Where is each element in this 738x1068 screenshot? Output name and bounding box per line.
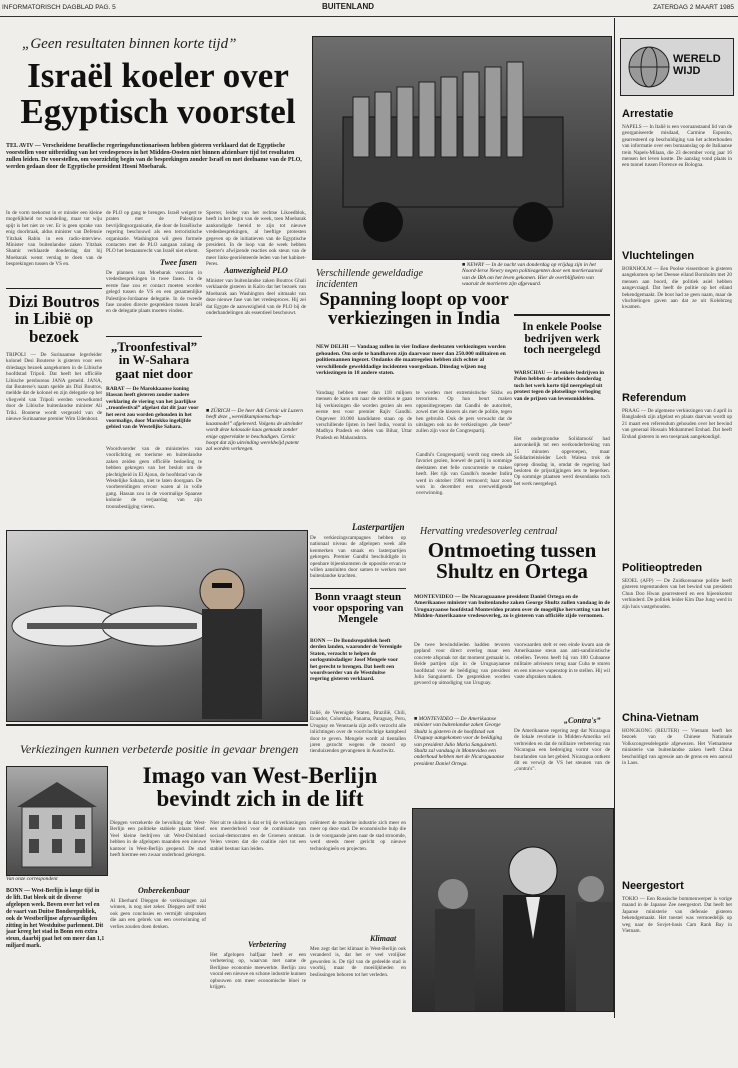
sahara-lead: RABAT — De Marokkaanse koning Hassan heeft gisteren zonder nadere verklaring de viering van het jaarlijkse „troonfestival” afgelast dat dit jaar voor het eerst zou worden gehouden in het voormalige, door Marokko ingelijfde gebied van de Westelijke Sahara. xyxy=(106,386,199,431)
sahara-headline: „Troonfestival” in W-Sahara gaat niet door xyxy=(110,339,198,381)
berlijn-body-4: Het afgelopen halfjaar heeft er een verbetering op, waarvan met name de Berlijnse economie meewerkte. Berlijn zou vooral een nieuwe en schone industrie kunnen opbouwen om meer economische bloei te krijgen. xyxy=(210,952,306,991)
ww-body-vluchtelingen: BORNHOLM — Een Poolse vissersboot is gisteren aangekomen op het Deense eiland Bornholm met 20 mensen aan boord, die politiek asiel hebben aangevraagd. Dat heeft de politie op het eiland bekendgemaakt. De boot had ze geen naam, maar de vluchtelingen gaven aan dat ze uit Kołobrzeg kwamen. xyxy=(622,266,732,311)
mengele-lead: BONN — De Bondsrepubliek heeft derden landen, waaronder de Verenigde Staten, verzocht te helpen de oorlogsmisdadiger Josef Mengele voor het gerecht te brengen. Dat heeft een woordvoerder van de Westduitse regering gisteren verklaard. xyxy=(310,638,402,683)
india-body-3: Gandhi's Congrespartij wordt nog steeds als favoriet gezien, hoewel de partij in sommige deelstaten met felle concurrentie te maken heeft. Het rijk van Gandhi's moeder Indira werd in oktober 1984 vermoord; haar zoon won in december een overweldigende overwinning. xyxy=(416,452,512,497)
nicaragua-body-1: De twee bewindslieden hadden tevoren gepland voor direct overleg maar een concrete afspraak tot dat moment gemaakt is. Beide partijen zijn in de Uruguayaanse hoofdstad voor de beëdiging van president Julio Sanguinetti. De gesprekken worden gevoerd op uitnodiging van Uruguay. xyxy=(414,642,510,687)
india-body-1: Vandaag hebben meer dan 118 miljoen mensen de kans om naar de stembus te gaan bij verkiezingen die worden gezien als een eerste test voor premier Rajiv Gandhi. Ongeveer 10.000 kandidaten staan op de verschillende lijsten in heel India, vooral in Madhya Pradesh en delen van Bihar, Uttar Pradesh en Maharashtra. xyxy=(316,390,412,441)
boutros-body: TRIPOLI — De Surinaamse legerleider kolonel Desi Bouterse is gisteren voor een driedaags bezoek aangekomen in de Libische hoofdstad Tripoli. Dat heeft het officiële Libische persbureau JANA gemeld. JANA, dat Bouterse's naam spelde als Dizi Boutros, meldde dat de kolonel en zijn delegatie op het vliegveld van Tripoli werden verwelkomd door de Libische buitenlandse minister Ali Triki. Bouterse wordt vergezeld van de nieuwe Surinaamse premier Wim Udenhout. xyxy=(6,352,102,423)
israel-sub-twee-fasen: Twee fasen xyxy=(160,258,197,267)
polen-headline: In enkele Poolse bedrijven werk toch neergelegd xyxy=(522,321,602,357)
israel-body-2: de PLO op gang te brengen. Israël weigert te praten met de Palestijnse bevrijdingsorganisatie, die door de Israëlische regering beschouwd als een terroristische organisatie. Washington wil geen formele contacten met de PLO aangaan zolang de PLO het bestaansrecht van Israël niet erkent. xyxy=(106,210,202,255)
montevideo-caption: ■ MONTEVIDEO — De Amerikaanse minister van buitenlandse zaken George Shultz is gisteren in de hoofdstad van Uruguay aangekomen voor de beëdiging van president Julio Maria Sanguinetti. Shultz zal vandaag in Montevideo een onderhoud hebben met de Nicaraguaanse president Daniel Ortega. xyxy=(414,716,505,767)
polen-lead: WARSCHAU — In enkele bedrijven in Polen hebben de arbeiders donderdag toch het werk korte tijd neergelegd uit protest tegen de plotselinge verhoging van de prijzen van levensmiddelen. xyxy=(514,370,604,402)
berlijn-sub-onberekenbaar: Onberekenbaar xyxy=(138,886,190,895)
wereldwijd-logo-text: WERELD WIJD xyxy=(673,53,721,77)
berlijn-rule xyxy=(6,724,308,726)
israel-body-5: Minister van buitenlandse zaken Boutros Ghali verklaarde gisteren in Kaïro dat het bezoek van Moebarak aan Washington deel uitmaakt van deze nieuwe fase van het vredesproces. Hij zei dat Egypte de aanwezigheid van de PLO bij de onderhandelingen als essentieel beschouwt. xyxy=(206,278,306,317)
nicaragua-body-3: De Amerikaanse regering zegt dat Nicaragua de lokale revolutie in Midden-Amerika wil verbreiden en dat de militaire verbetering van Nicaragua een bedreiging vormt voor de buurlanden van het gebied. Nicaragua ontkent dit en verwijt de VS het steunen van de „contra's”. xyxy=(514,728,610,773)
ww-title-referendum: Referendum xyxy=(622,392,687,404)
header-date: ZATERDAG 2 MAART 1985 xyxy=(653,4,734,11)
lasterpartijen-kicker: Lasterpartijen xyxy=(352,522,405,532)
ww-body-china-vietnam: HONGKONG (REUTER) — Vietnam heeft het bezoek van de Chinese Nationale Volkscongresdelegatie afgewezen. Het Vietnamese ministerie van buitenlandse zaken heeft China beschuldigd van agressie aan de grens en een aanval in Laos. xyxy=(622,728,732,767)
building-illustration xyxy=(7,767,107,875)
polen-rule xyxy=(514,314,610,316)
ww-title-china-vietnam: China-Vietnam xyxy=(622,712,699,724)
india-lead: NEW DELHI — Vandaag zullen in vier Indiase deelstaten verkiezingen worden gehouden. Om orde te handhaven zijn daarvoor meer dan 250.000 militairen en politiemannen ingezet. Ondanks die maatregelen hebben zich echter al verschillende gewelddadige incidenten voorgedaan. Dinsdag wijzen nog verkiezingen in 18 andere staten. xyxy=(316,344,506,376)
berlijn-photo xyxy=(6,766,108,876)
ww-title-politieoptreden: Politieoptreden xyxy=(622,562,703,574)
nicaragua-sub-contras: „Contra's” xyxy=(564,716,601,725)
india-headline: Spanning loopt op voor verkiezingen in India xyxy=(319,289,509,330)
berlijn-sub-verbetering: Verbetering xyxy=(248,940,287,949)
ww-body-neergestort: TOKIO — Een Russische bommenwerper is vorige maand in de Japanse Zee neergestort. Dat heeft het Japanse ministerie van defensie gisteren bekendgemaakt. Het toestel was vermoedelijk op weg naar de Sovjet-basis Cam Ranh Bay in Vietnam. xyxy=(622,896,732,935)
israel-headline: Israël koeler over Egyptisch voorstel xyxy=(20,56,296,131)
polen-body: Het ondergrondse Solidarność had aanvankelijk tot een werkonderbreking van 15 minuten opgeroepen, maar Solidariteitsleider Lech Walesa trok de oproep dinsdag in, omdat de regering had besloten de prijsstijgingen iets te beperken. Op sommige plaatsen werd desondanks toch het werk neergelegd. xyxy=(514,436,610,487)
berlijn-sub-klimaat: Klimaat xyxy=(370,934,397,943)
ww-body-politieoptreden: SEOEL (AFP) — De Zuidkoreaanse politie heeft gisteren tegenstanders van het bewind van president Chun Doo Hwan gearresteerd en een bijeenkomst verhinderd. De politiek leider Kim Dae Jung werd in zijn huis vastgehouden. xyxy=(622,578,732,610)
ww-title-arrestatie: Arrestatie xyxy=(622,108,674,120)
sahara-body: Woordvoerder van de ministeries van voorlichting en toerisme en buitenlandse zaken zeiden geen officiële bedoeling te hebben gekregen van het besluit om de plechtigheid in El Ajoun, de hoofdstad van de Westelijke Sahara, niet te laten doorgaan. De voorbereidingen ervoor waren al in volle gang. Hassan zou in de voormalige Spaanse kolonie de verjaardag van zijn troonsbestijging vieren. xyxy=(106,446,202,510)
berlijn-kicker: Verkiezingen kunnen verbeterde positie in gevaar brengen xyxy=(20,742,299,756)
israel-body-3: De plannen van Moebarak voorzien in vredesbesprekingen in twee fasen. In de eerste fase zou er contact moeten worden gelegd tussen de VS en een gezamenlijke Palestijns-Jordaanse delegatie. In de tweede fase zouden directe gesprekken tussen Israël en de delegatie plaats moeten vinden. xyxy=(106,270,202,315)
ww-title-neergestort: Neergestort xyxy=(622,880,684,892)
wereldwijd-logo xyxy=(620,38,734,96)
berlijn-photo-caption: Van onze correspondent xyxy=(6,876,58,882)
ww-body-referendum: PRAAG — De algemene verkiezingen van 4 april in Bangladesh zijn afgelast en plaats daarvan wordt op 21 maart een referendum gehouden over het bewind van generaal Hossain Mohammed Ershad. Dat heeft Ershad gisteren in een toespraak aangekondigd. xyxy=(622,408,732,440)
sidebar-divider xyxy=(614,18,615,1018)
newry-photo xyxy=(312,36,612,260)
india-body-2: te worden met extremistische Sikhs en terroristen. Op hun beurt maken oppositiegroepen dat Gandhi de autoriteit, zowel met de kiezers als met de politie, tegen hen gebruikt. Ook de pers verwacht dat de uitslagen ook na de verkiezingen „de beste” zullen zijn voor de Congrespartij. xyxy=(416,390,512,435)
israel-kicker: „Geen resultaten binnen korte tijd” xyxy=(22,36,237,52)
nicaragua-lead: MONTEVIDEO — De Nicaraguaanse president Daniel Ortega en de Amerikaanse minister van buitenlandse zaken George Shultz zullen vandaag in de Uruguayaanse hoofdstad Montevideo praten over de mogelijke hervatting van het Midden-Amerikaanse vredesoverleg, zo is gisteren van officiële zijde vernomen. xyxy=(414,594,611,620)
page-header xyxy=(0,0,738,17)
zurich-photo xyxy=(6,530,308,722)
ww-title-vluchtelingen: Vluchtelingen xyxy=(622,250,695,262)
berlijn-body-6: Men zegt dat het klimaat in West-Berlijn ook veranderd is, dat het er veel vrolijker geworden is. De tijd van de gedeelde stad is voorbij, maar de moeilijkheden en beslissingen behoren tot het verleden. xyxy=(310,946,406,978)
nicaragua-body-2: voorwaarden stelt er een einde kwam aan de Amerikaanse steun aan anti-sandinistische rebellen. Tevens heeft hij van 100 Cubaanse militaire adviseurs terug naar Cuba te sturen en een nieuwe wapenstop in te stellen. Hij wil vaste afspraken maken. xyxy=(514,642,610,681)
berlijn-body-5: oriënteert de moderne industrie zich meer en meer op deze stad. De economische hulp die in de voorgaande jaren naar de stad stroomde, werd steeds meer gericht op nieuwe technologieën en projecten. xyxy=(310,820,406,852)
header-section: BUITENLAND xyxy=(322,2,374,11)
mengele-body: Italië, de Verenigde Staten, Brazilië, Chili, Ecuador, Colombia, Panama, Paraguay, Peru, Uruguay en Venezuela zijn zelfs verzocht alle inlichtingen over de voortvluchtige kampbeul door te geven. Mengele wordt al tientallen jaren gezocht wegens de moord op tienduizenden gevangenen in Auschwitz. xyxy=(310,710,406,755)
sahara-rule xyxy=(106,336,202,337)
nicaragua-headline: Ontmoeting tussen Shultz en Ortega xyxy=(427,538,597,584)
boutros-headline: Dizi Boutros in Libië op bezoek xyxy=(8,292,100,346)
berlijn-body-3: Niet uit te sluiten is dat er bij de verkiezingen een meerderheid voor de combinatie van sociaal-democraten en de Groenen ontstaat. Velen vrezen dat die coalitie niet tot een stabiel bestuur kan leiden. xyxy=(210,820,306,852)
israel-body-1: In de vorm toekomst in er minder een kleine mogelijkheid tot wandeling, maar tot wiju spijt is het niet zo ver. Er is geen sprake van enig doorbraak, aldus minister van Defensie Yitzhak Rabin in een radio-interview. Minister van buitenlandse zaken Yitzhak Shamir verklaarde donderdag dat hij Moebarak wenst verslag te doen van de besprekingen tussen de VS en. xyxy=(6,210,102,268)
mengele-headline: Bonn vraagt steun voor opsporing van Mengele xyxy=(312,591,404,626)
cheese-illustration xyxy=(7,531,307,721)
israel-body-4: Sperrer, leider van het rechtse Likoedblok, heeft in het begin van de week, toen Moebarak aankondigde bereid te zijn tot nieuwe vredesbesprekingen, al heeftige protesten gegeven op de initiatieven van de Egyptische president. In de loop van de week hebben Sperrer's afwijzende reacties ook steun van de meer links-georiënteerde leden van het kabinet-Peres. xyxy=(206,210,306,268)
lasterpartijen-body: De verkiezingscampagnes hebben op nationaal niveau de afgelopen week alle kenmerken van smaak en lasterpartijen gekregen. Premier Gandhi beschuldigde in openbare bijeenkomsten de oppositie ervan te willen aansluiten door samen te werken met buitenlandse krachten. xyxy=(310,535,406,580)
header-publication: INFORMATORISCH DAGBLAD PAG. 5 xyxy=(2,4,116,11)
shultz-illustration xyxy=(413,809,613,1011)
nicaragua-kicker: Hervatting vredesoverleg centraal xyxy=(420,526,558,537)
israel-sub-aanwezigheid: Aanwezigheid PLO xyxy=(224,266,288,275)
newry-caption: ■ NEWRY — In de nacht van donderdag op vrijdag zijn in het Noord-Ierse Newry negen politieagenten door een mortieraanval van de IRA om het leven gekomen. Hier de overblijfselen van waaruit de mortieren zijn afgevuurd. xyxy=(462,262,603,288)
zurich-caption: ■ ZÜRICH — De heer Adi Cernic uit Luzern heeft deze „wereldkampioenschap-kaasmodel” afgeleverd. Volgens de uitvinder wordt deze kolossale kaas gemaakt zonder enige oppervlakte te beschadigen. Cernic hoopt dat zijn uitvinding wereldwijd patent zal worden verkregen. xyxy=(206,408,303,453)
boutros-rule xyxy=(6,288,102,289)
mengele-rule xyxy=(310,588,406,589)
mortar-truck-illustration xyxy=(313,37,611,259)
berlijn-headline: Imago van West-Berlijn bevindt zich in de lift xyxy=(142,763,378,812)
israel-lead: TEL AVIV — Verscheidene Israëlische regeringsfunctionarissen hebben gisteren verklaard dat de Egyptische voorstellen voor uitbreiding van het vredesproces in het Midden-Oosten niet binnen afzienbare tijd tot resultaten zullen leiden. De voorstellen, om voorzichtig begin van de besprekingen zonder Israël en met deelname van de PLO, werden gedaan door de Egyptische president Hosni Moebarak. xyxy=(6,143,302,170)
berlijn-lead: BONN — West-Berlijn is lange tijd in de lift. Dat bleek uit de diverse afgelopen week. Boven over het vel en de vaart van Duitse Bondsrepubliek, ook de Westberlijnse afgevaardigden zitting in het Westduitse parlement. Dit jaar kreeg het stad in Bonn een extra steun, daarbij gaat het om meer dan 1,1 miljard mark. xyxy=(6,888,105,950)
ww-body-arrestatie: NAPELS — In Italië is een vooraanstaand lid van de georganiseerde misdaad, Carmine Esposito, gearresteerd op beschuldiging van het achterhouden van informatie over een bomaanslag op de Italiaanse trein Napels-Milaan, die 23 december vorig jaar 16 mensen het leven kostte. De aanslag vond plaats in een tunnel tussen Florence en Bologna. xyxy=(622,124,732,169)
berlijn-body-2: Al Eberhard Diepgen de verkiezingen zal winnen, is nog niet zeker. Diepgen zelf trekt ook geen conclusies en vermijdt uitspraken die aan een gebrek van een overwinning of verlies zouden doen denken. xyxy=(110,898,206,930)
india-kicker: Verschillende geweldadige incidenten xyxy=(316,268,423,290)
montevideo-photo xyxy=(412,808,614,1012)
berlijn-body-1: Diepgen verzekerde de bevolking dat West-Berlijn een politieke stabiele plaats bleef. Veel kleine bedrijven uit West-Duitsland hebben in de afgelopen maanden een nieuwe kantoor in West-Berlijn geopend. De stad heeft hiermee een zwaar onderhoud gekregen. xyxy=(110,820,206,859)
